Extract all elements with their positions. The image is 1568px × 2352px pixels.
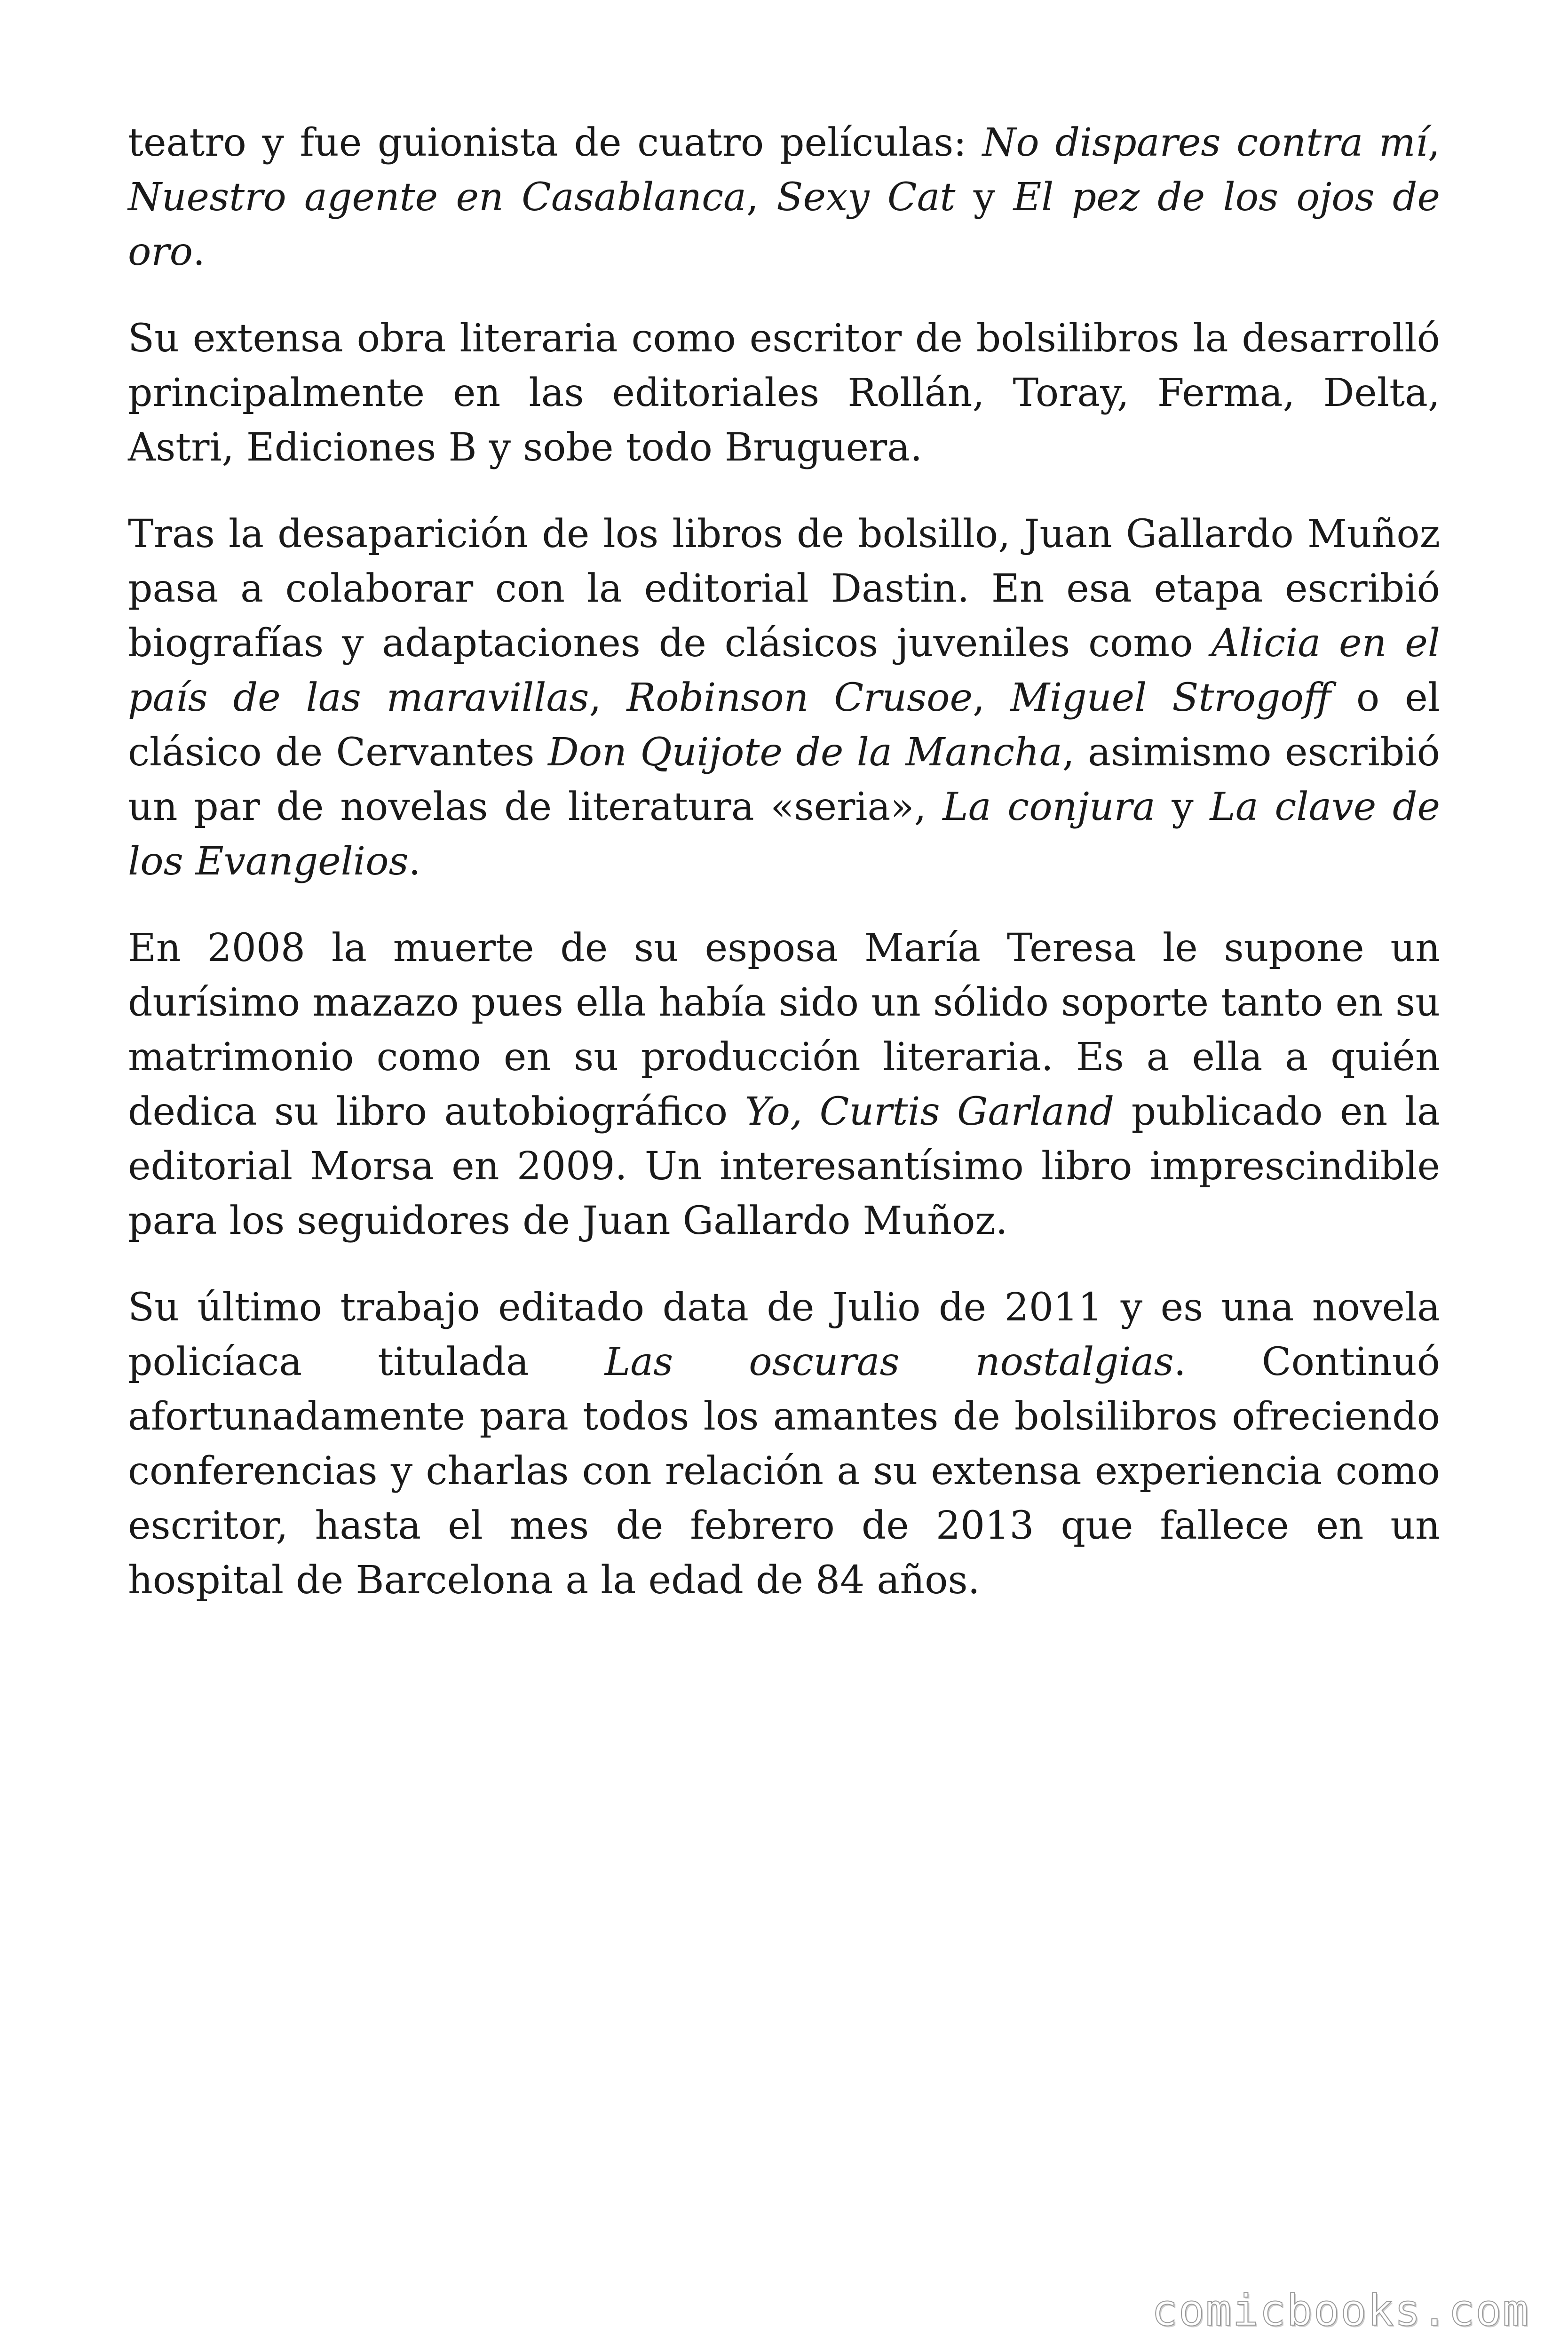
text-segment: , — [973, 675, 1011, 720]
paragraph-4 — [128, 921, 1440, 1248]
paragraph-5 — [128, 1280, 1440, 1608]
text-segment: , asimismo escribió un par de novelas de literatura «seria», — [128, 730, 1440, 829]
book-title: Don Quijote de la Mancha — [548, 730, 1062, 775]
text-segment: teatro y fue guionista de cuatro películas: — [128, 120, 982, 165]
book-title: Alicia en el país de las maravillas — [128, 621, 1441, 720]
book-title: Robinson Crusoe — [626, 675, 973, 720]
text-segment: Su último trabajo editado data de Julio de 2011 y es una novela policíaca titulada — [128, 1285, 1440, 1384]
book-title: La conjura — [942, 785, 1156, 829]
book-title: Yo, Curtis Garland — [744, 1089, 1115, 1134]
text-segment: y — [955, 175, 1014, 220]
text-segment: . — [408, 839, 421, 884]
paragraph-2 — [128, 311, 1440, 475]
text-segment: . Continuó afortunadamente para todos los amantes de bolsilibros ofreciendo conferencias y charlas con relación a su extensa experiencia como escritor, hasta el mes de febrero de 2013 que fallece en un hospital de Barcelona a la edad de 84 años. — [128, 1340, 1440, 1603]
text-segment: o el clásico de Cervantes — [128, 675, 1440, 775]
text-segment: y — [1155, 785, 1210, 829]
text-segment: . — [192, 230, 206, 274]
page-body — [128, 116, 1440, 1640]
book-title: La clave de los Evangelios — [128, 785, 1440, 884]
film-title: El pez de los ojos de oro — [128, 175, 1440, 274]
book-title: Miguel Strogoff — [1010, 675, 1331, 720]
book-title: Las oscuras nostalgias — [604, 1340, 1174, 1384]
text-segment: , — [1427, 120, 1440, 165]
text-segment: , — [746, 175, 777, 220]
film-title: Sexy Cat — [776, 175, 956, 220]
film-title: No dispares contra mí — [982, 120, 1428, 165]
text-segment: Tras la desaparición de los libros de bolsillo, Juan Gallardo Muñoz pasa a colaborar con la editorial Dastin. En esa etapa escribió biografías y adaptaciones de clásicos juveniles como — [128, 512, 1440, 666]
text-segment: publicado en la editorial Morsa en 2009. Un interesantísimo libro imprescindible para los seguidores de Juan Gallardo Muñoz. — [128, 1089, 1440, 1243]
text-segment: Su extensa obra literaria como escritor de bolsilibros la desarrolló principalmente en las editoriales Rollán, Toray, Ferma, Delta, Astri, Ediciones B y sobe todo Bruguera. — [128, 316, 1440, 470]
paragraph-1 — [128, 116, 1440, 279]
paragraph-3 — [128, 507, 1440, 889]
text-segment: En 2008 la muerte de su esposa María Teresa le supone un durísimo mazazo pues ella había sido un sólido soporte tanto en su matrimonio como en su producción literaria. Es a ella a quién dedica su libro autobiográfico — [128, 926, 1440, 1134]
text-segment: , — [589, 675, 627, 720]
film-title: Nuestro agente en Casablanca — [128, 175, 746, 220]
watermark: comicbooks.com — [1151, 2285, 1529, 2336]
